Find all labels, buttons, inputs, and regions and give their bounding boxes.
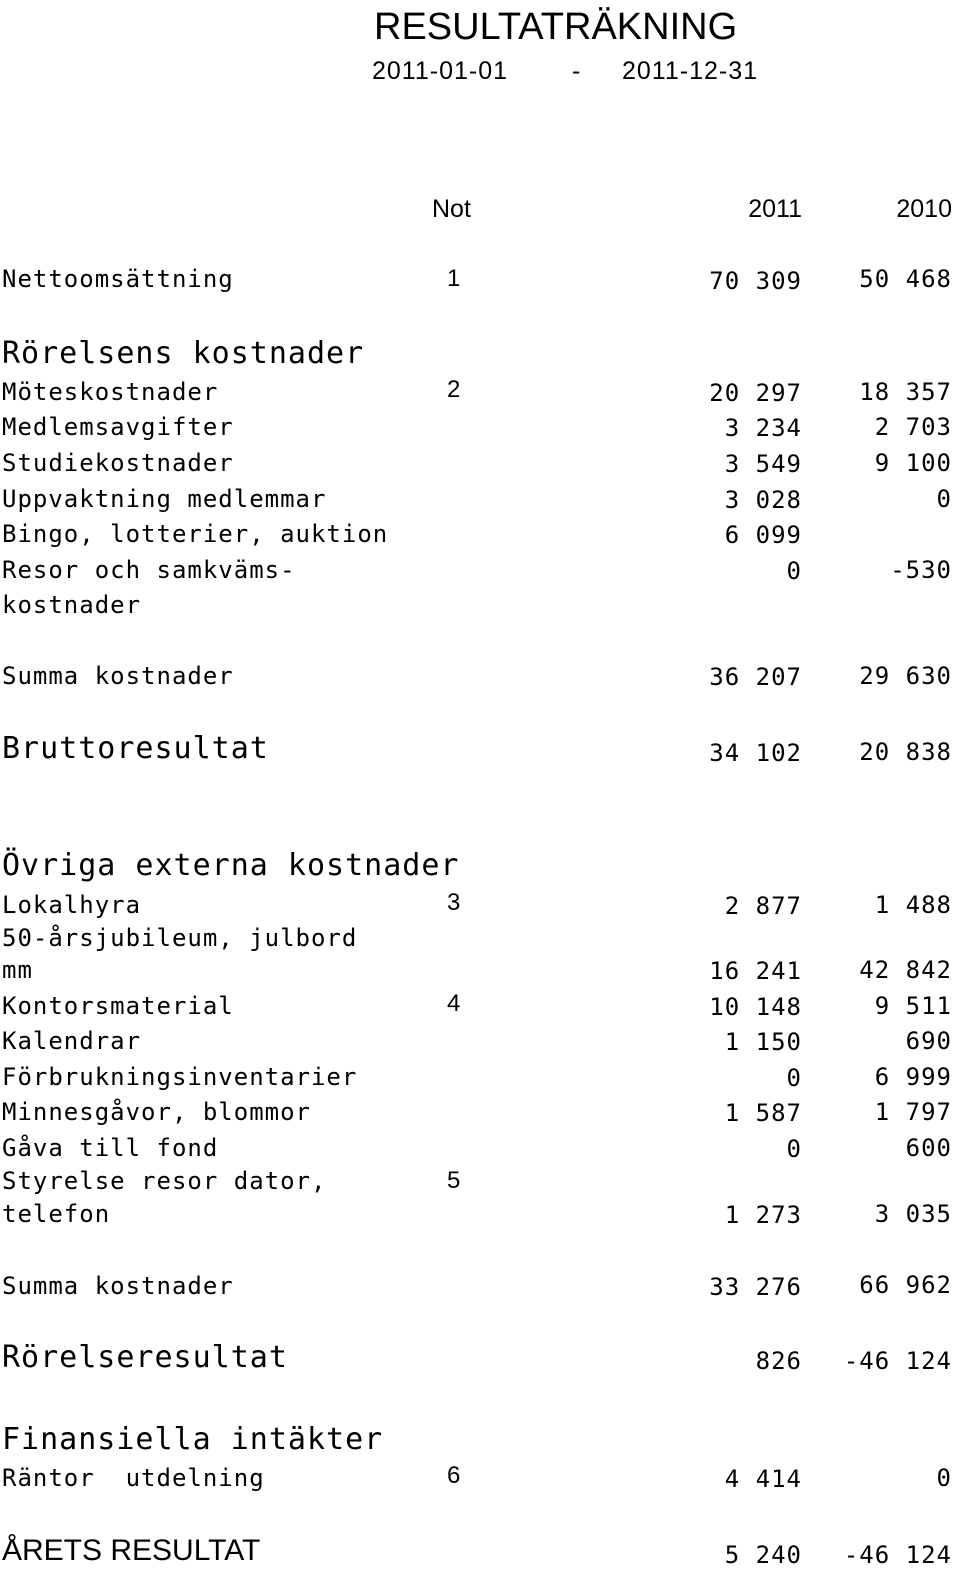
row-2011-minnesgavor: 1 587 (724, 1099, 802, 1127)
row-2010-arets-resultat: -46 124 (843, 1541, 952, 1569)
row-label-arets-resultat: ÅRETS RESULTAT (2, 1534, 261, 1567)
row-label-resor-line2: kostnader (2, 591, 142, 619)
row-2011-rantor-utdelning: 4 414 (724, 1465, 802, 1493)
row-label-nettoomsattning: Nettoomsättning (2, 265, 234, 293)
row-2010-rorelseresultat: -46 124 (843, 1347, 952, 1375)
row-label-rorelseresultat: Rörelseresultat (2, 1340, 288, 1375)
row-2011-kontorsmaterial: 10 148 (709, 993, 802, 1021)
page-title: RESULTATRÄKNING (374, 6, 738, 48)
row-note-styrelse: 5 (447, 1167, 461, 1194)
row-label-styrelse-line1: Styrelse resor dator, (2, 1167, 327, 1195)
row-note-kontorsmaterial: 4 (447, 990, 461, 1017)
row-label-summa-kostnader-1: Summa kostnader (2, 662, 234, 690)
row-label-minnesgavor: Minnesgåvor, blommor (2, 1098, 311, 1126)
row-2010-medlemsavgifter: 2 703 (874, 413, 952, 441)
row-2010-summa-kostnader-2: 66 962 (859, 1271, 952, 1299)
row-2011-summa-kostnader-1: 36 207 (709, 663, 802, 691)
row-2010-styrelse: 3 035 (874, 1200, 952, 1228)
row-2011-styrelse: 1 273 (724, 1201, 802, 1229)
row-2010-rantor-utdelning: 0 (936, 1464, 952, 1492)
row-label-resor-line1: Resor och samkväms- (2, 556, 296, 584)
row-2010-kalendrar: 690 (905, 1027, 952, 1055)
column-header-2011: 2011 (748, 195, 802, 223)
row-2011-uppvaktning: 3 028 (724, 486, 802, 514)
row-2010-lokalhyra: 1 488 (874, 891, 952, 919)
row-2011-bruttoresultat: 34 102 (709, 739, 802, 767)
row-2010-kontorsmaterial: 9 511 (874, 992, 952, 1020)
row-label-bruttoresultat: Bruttoresultat (2, 731, 269, 766)
row-2011-nettoomsattning: 70 309 (709, 267, 802, 295)
row-2011-medlemsavgifter: 3 234 (724, 414, 802, 442)
section-heading-rorelsens-kostnader: Rörelsens kostnader (2, 336, 365, 371)
row-2010-minnesgavor: 1 797 (874, 1098, 952, 1126)
row-note-nettoomsattning: 1 (447, 265, 461, 292)
row-2011-lokalhyra: 2 877 (724, 892, 802, 920)
row-label-lokalhyra: Lokalhyra (2, 891, 142, 919)
row-2010-bruttoresultat: 20 838 (859, 738, 952, 766)
row-2011-studiekostnader: 3 549 (724, 450, 802, 478)
row-note-moteskostnader: 2 (447, 376, 461, 403)
row-label-styrelse-line2: telefon (2, 1200, 111, 1228)
row-label-kalendrar: Kalendrar (2, 1027, 142, 1055)
row-2010-forbrukningsinventarier: 6 999 (874, 1063, 952, 1091)
row-label-kontorsmaterial: Kontorsmaterial (2, 992, 234, 1020)
section-heading-ovriga-externa-kostnader: Övriga externa kostnader (2, 848, 460, 883)
row-2011-kalendrar: 1 150 (724, 1028, 802, 1056)
period-to: 2011-12-31 (622, 57, 759, 85)
row-2011-resor: 0 (786, 557, 802, 585)
row-2010-jubileum: 42 842 (859, 956, 952, 984)
row-label-uppvaktning: Uppvaktning medlemmar (2, 485, 327, 513)
row-note-lokalhyra: 3 (447, 889, 461, 916)
row-label-summa-kostnader-2: Summa kostnader (2, 1272, 234, 1300)
period-separator: - (572, 57, 582, 85)
period-from: 2011-01-01 (372, 57, 509, 85)
row-label-forbrukningsinventarier: Förbrukningsinventarier (2, 1063, 358, 1091)
row-2011-jubileum: 16 241 (709, 957, 802, 985)
row-label-studiekostnader: Studiekostnader (2, 449, 234, 477)
row-label-gava-till-fond: Gåva till fond (2, 1134, 219, 1162)
row-note-rantor-utdelning: 6 (447, 1462, 461, 1489)
section-heading-finansiella-intakter: Finansiella intäkter (2, 1422, 384, 1457)
row-label-bingo: Bingo, lotterier, auktion (2, 520, 389, 548)
row-2011-gava-till-fond: 0 (786, 1135, 802, 1163)
row-2010-moteskostnader: 18 357 (859, 378, 952, 406)
row-2011-arets-resultat: 5 240 (724, 1541, 802, 1569)
row-label-rantor-utdelning: Räntor utdelning (2, 1464, 265, 1492)
row-2010-summa-kostnader-1: 29 630 (859, 662, 952, 690)
row-label-jubileum-line1: 50-årsjubileum, julbord (2, 924, 358, 952)
row-2010-nettoomsattning: 50 468 (859, 265, 952, 293)
row-label-moteskostnader: Möteskostnader (2, 378, 219, 406)
row-2010-studiekostnader: 9 100 (874, 449, 952, 477)
row-2010-uppvaktning: 0 (936, 485, 952, 513)
row-2011-moteskostnader: 20 297 (709, 379, 802, 407)
row-2011-bingo: 6 099 (724, 521, 802, 549)
row-label-jubileum-line2: mm (2, 956, 33, 984)
row-label-medlemsavgifter: Medlemsavgifter (2, 413, 234, 441)
column-header-note: Not (432, 195, 471, 223)
row-2010-gava-till-fond: 600 (905, 1134, 952, 1162)
row-2011-rorelseresultat: 826 (755, 1347, 802, 1375)
row-2011-summa-kostnader-2: 33 276 (709, 1273, 802, 1301)
row-2011-forbrukningsinventarier: 0 (786, 1064, 802, 1092)
row-2010-resor: -530 (890, 556, 952, 584)
column-header-2010: 2010 (896, 195, 952, 223)
